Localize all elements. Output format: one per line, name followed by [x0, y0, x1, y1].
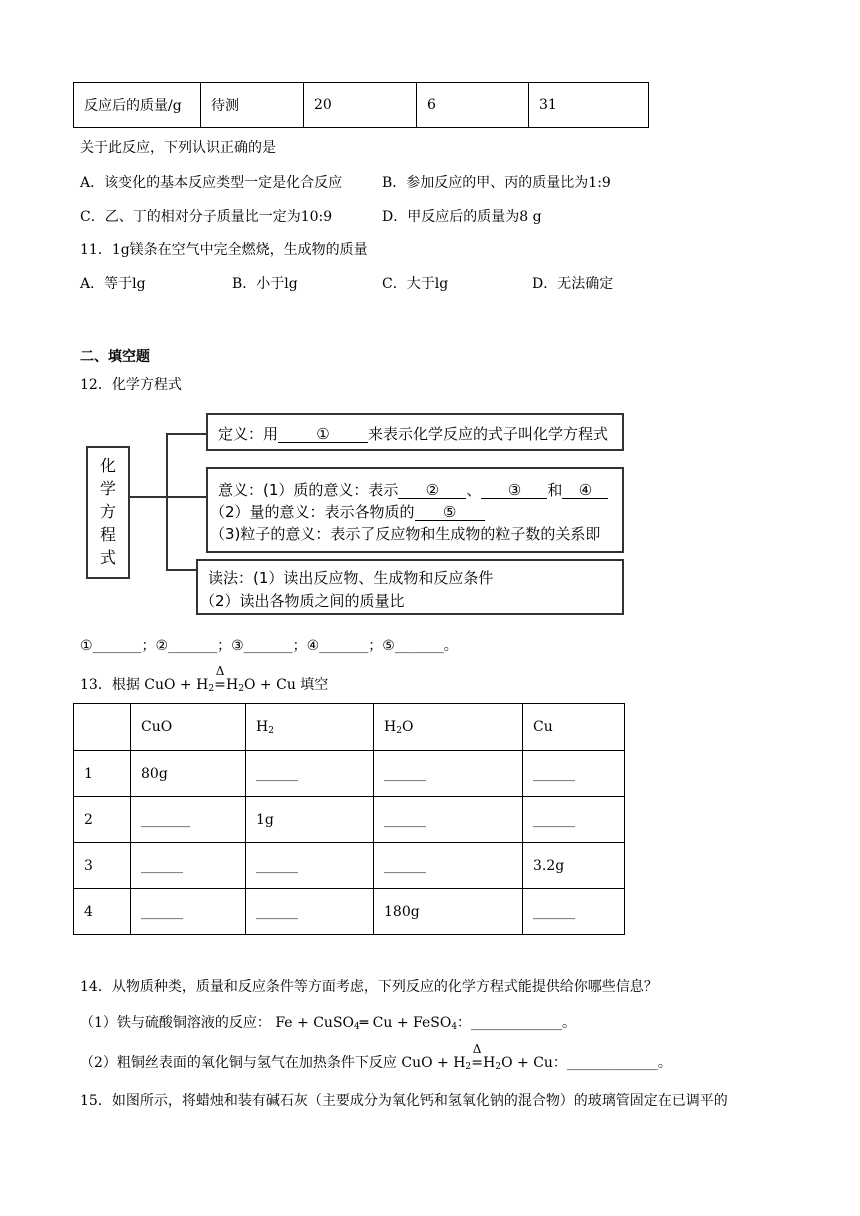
q10-option-a: A．该变化的基本反应类型一定是化合反应	[80, 175, 343, 191]
table-cell: 3.2g	[523, 843, 625, 889]
blank-2: ②	[398, 482, 466, 499]
q14-line-2: （2）粗铜丝表面的氧化铜与氢气在加热条件下反应 CuO + $H_2$ Δ $=H_2O + Cu$：_____________。	[80, 1042, 672, 1072]
q13-table	[73, 703, 625, 935]
definition-suffix: 来表示化学反应的式子叫化学方程式	[368, 425, 609, 443]
table-cell[interactable]: ______	[246, 843, 374, 889]
reading-line-1: 读法：(1）读出反应物、生成物和反应条件	[208, 569, 494, 587]
table-header: $H_2O$	[374, 704, 523, 751]
q12-answer-line: ①_______；②_______；③_______；④_______；⑤_______。	[80, 638, 458, 654]
reading-line-2: （2）读出各物质之间的质量比	[200, 592, 405, 610]
q13-stem: 13．根据 CuO + $H_2$ Δ $=H_2O + Cu$ 填空	[80, 664, 329, 694]
meaning-box: 意义：(1）质的意义：表示 ② 、 ③ 和 ④ （2）量的意义：表示各物质的 ⑤ （3)粒子的意义：表示了反应物和生成物的粒子数的关系即	[206, 467, 624, 553]
q10-option-d: D．甲反应后的质量为8 g	[382, 209, 542, 225]
connector-line	[166, 496, 206, 498]
reading-box	[196, 559, 624, 615]
table-row	[74, 704, 625, 751]
table-row	[74, 751, 625, 797]
table-header: CuO	[131, 704, 246, 751]
table-cell[interactable]: ______	[523, 751, 625, 797]
connector-line	[166, 433, 168, 570]
table-cell[interactable]: ______	[374, 843, 523, 889]
q11-option-b: B．小于lg	[232, 276, 298, 292]
q11-stem: 11．1g镁条在空气中完全燃烧，生成物的质量	[80, 242, 368, 258]
table-cell[interactable]: ______	[523, 797, 625, 843]
q14-line-1: （1）铁与硫酸铜溶液的反应： Fe + CuSO$_4$═ Cu + FeSO$_4$：_____________。	[80, 1015, 577, 1032]
meaning-quality-label: 意义：(1）质的意义：表示	[218, 481, 399, 499]
center-label-box	[86, 446, 130, 579]
table-cell[interactable]: ______	[131, 889, 246, 935]
table-cell: 20	[304, 83, 417, 128]
blank-5: ⑤	[415, 504, 485, 521]
table-cell: 反应后的质量/g	[74, 83, 201, 128]
table-header: $H_2$	[246, 704, 374, 751]
table-cell[interactable]: _______	[131, 797, 246, 843]
q10-stem: 关于此反应，下列认识正确的是	[80, 140, 276, 156]
connector-line	[130, 496, 168, 498]
table-cell[interactable]: ______	[131, 843, 246, 889]
table-cell[interactable]: ______	[374, 797, 523, 843]
q11-option-a: A．等于lg	[80, 276, 146, 292]
table-cell: 1g	[246, 797, 374, 843]
q10-option-c: C．乙、丁的相对分子质量比一定为10:9	[80, 209, 333, 225]
table-header	[74, 704, 131, 751]
q14-stem: 14．从物质种类，质量和反应条件等方面考虑，下列反应的化学方程式能提供给你哪些信息？	[80, 979, 658, 995]
meaning-quantity-label: （2）量的意义：表示各物质的	[210, 503, 415, 521]
section-title: 二、填空题	[80, 349, 150, 365]
connector-line	[166, 433, 206, 435]
table-cell: 180g	[374, 889, 523, 935]
top-data-table	[73, 82, 649, 128]
table-cell: 6	[417, 83, 529, 128]
q10-option-b: B．参加反应的甲、丙的质量比为1:9	[382, 175, 611, 191]
meaning-particle-label: （3)粒子的意义：表示了反应物和生成物的粒子数的关系即	[210, 525, 601, 543]
blank-3: ③	[481, 482, 547, 499]
q15-stem: 15．如图所示，将蜡烛和装有碱石灰（主要成分为氧化钙和氢氧化钠的混合物）的玻璃管固定在已调平的	[80, 1093, 728, 1109]
q12-stem: 12．化学方程式	[80, 377, 182, 393]
blank-1: ①	[278, 426, 368, 443]
table-header: Cu	[523, 704, 625, 751]
connector-line	[166, 569, 196, 571]
table-cell: 1	[74, 751, 131, 797]
table-cell[interactable]: ______	[246, 751, 374, 797]
table-cell[interactable]: ______	[374, 751, 523, 797]
table-cell: 待测	[201, 83, 304, 128]
table-cell: 3	[74, 843, 131, 889]
table-cell[interactable]: ______	[523, 889, 625, 935]
table-cell: 4	[74, 889, 131, 935]
table-row	[74, 797, 625, 843]
table-row	[74, 83, 649, 128]
q11-option-c: C．大于lg	[382, 276, 449, 292]
table-row	[74, 843, 625, 889]
blank-4: ④	[562, 482, 608, 499]
q11-option-d: D．无法确定	[532, 276, 614, 292]
table-cell: 2	[74, 797, 131, 843]
table-cell: 31	[529, 83, 649, 128]
definition-box	[206, 413, 624, 451]
table-cell[interactable]: ______	[246, 889, 374, 935]
definition-prefix: 定义：用	[218, 425, 279, 443]
table-row	[74, 889, 625, 935]
center-label: 化 学 方 程 式	[99, 456, 116, 567]
table-cell: 80g	[131, 751, 246, 797]
